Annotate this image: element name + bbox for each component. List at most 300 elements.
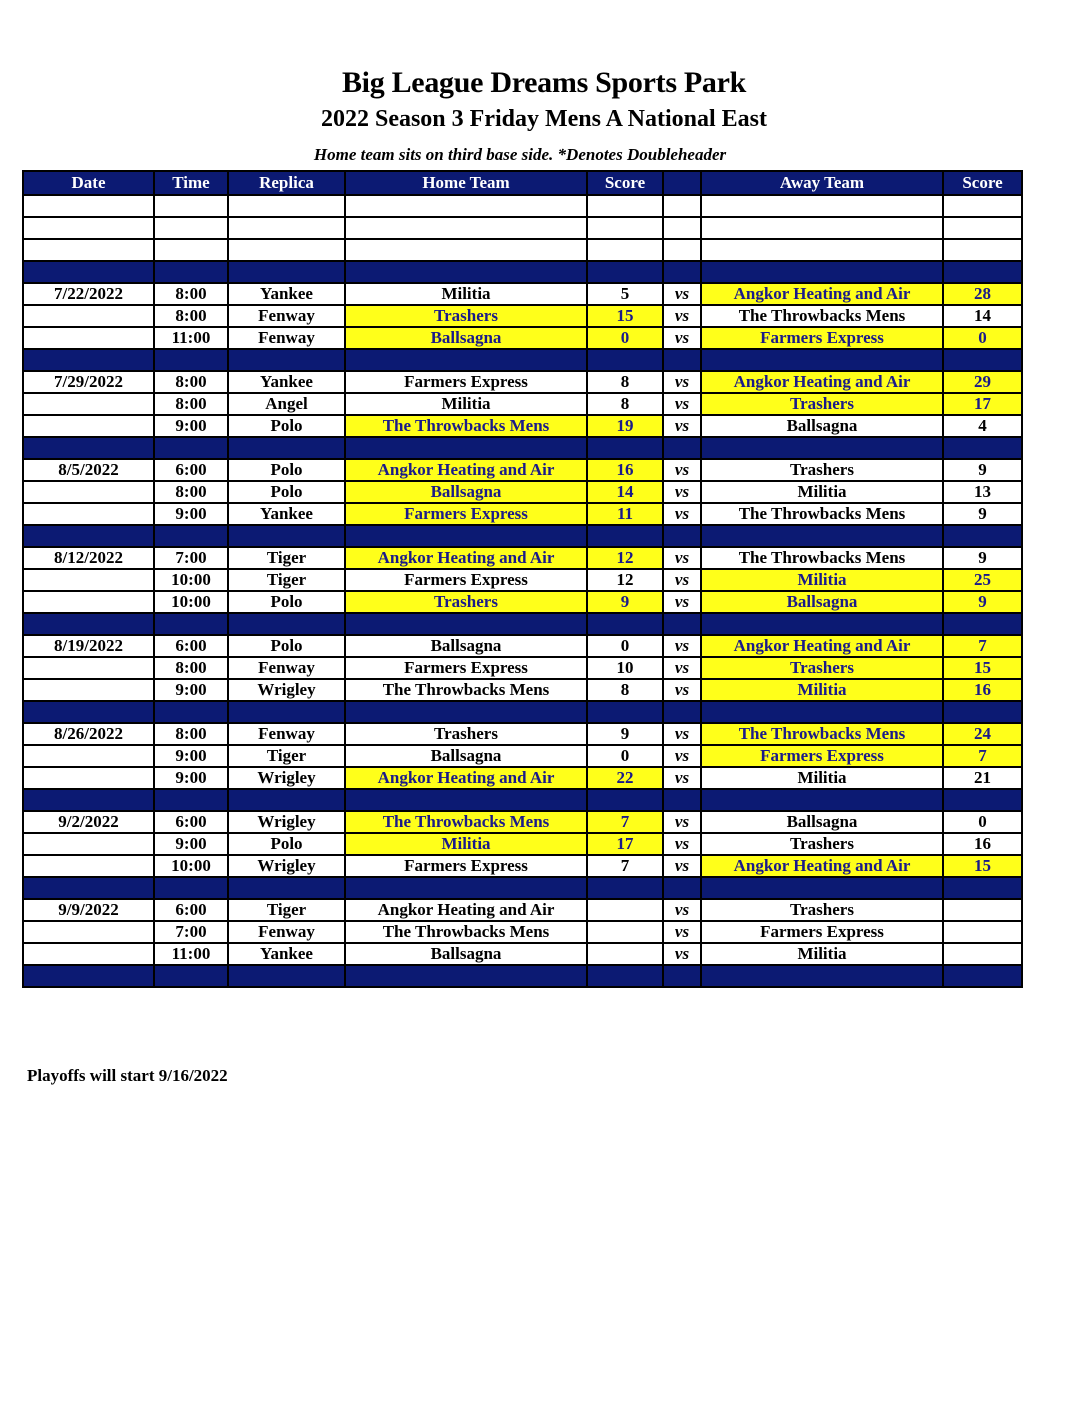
game-date	[23, 767, 154, 789]
game-row	[23, 283, 1022, 305]
blank-cell	[23, 239, 154, 261]
separator-row	[23, 437, 1022, 459]
away-score: 21	[943, 767, 1022, 789]
separator-cell	[587, 525, 663, 547]
column-header-away-team: Away Team	[701, 171, 943, 195]
home-score: 22	[587, 767, 663, 789]
game-replica: Wrigley	[228, 767, 345, 789]
game-date: 9/9/2022	[23, 899, 154, 921]
separator-cell	[587, 437, 663, 459]
home-team: Militia	[345, 833, 587, 855]
schedule-table	[22, 170, 1023, 988]
game-time: 10:00	[154, 855, 228, 877]
vs-label: vs	[663, 591, 701, 613]
separator-row	[23, 349, 1022, 371]
game-date: 8/12/2022	[23, 547, 154, 569]
game-date	[23, 943, 154, 965]
home-score: 8	[587, 371, 663, 393]
game-date	[23, 327, 154, 349]
game-time: 7:00	[154, 547, 228, 569]
home-score: 11	[587, 503, 663, 525]
away-score: 13	[943, 481, 1022, 503]
home-team: Trashers	[345, 723, 587, 745]
separator-cell	[345, 965, 587, 987]
away-score	[943, 943, 1022, 965]
game-row	[23, 547, 1022, 569]
blank-cell	[663, 239, 701, 261]
home-team: Angkor Heating and Air	[345, 459, 587, 481]
separator-row	[23, 965, 1022, 987]
game-date	[23, 305, 154, 327]
game-replica: Angel	[228, 393, 345, 415]
blank-cell	[587, 195, 663, 217]
separator-cell	[345, 877, 587, 899]
home-score: 5	[587, 283, 663, 305]
vs-label: vs	[663, 283, 701, 305]
separator-cell	[23, 349, 154, 371]
separator-cell	[663, 349, 701, 371]
separator-cell	[943, 877, 1022, 899]
game-replica: Wrigley	[228, 811, 345, 833]
game-row	[23, 393, 1022, 415]
game-replica: Polo	[228, 415, 345, 437]
game-replica: Fenway	[228, 921, 345, 943]
game-row	[23, 723, 1022, 745]
separator-cell	[345, 349, 587, 371]
vs-label: vs	[663, 921, 701, 943]
game-time: 6:00	[154, 899, 228, 921]
separator-cell	[154, 965, 228, 987]
game-replica: Polo	[228, 459, 345, 481]
separator-cell	[663, 701, 701, 723]
home-team: Militia	[345, 283, 587, 305]
away-score: 0	[943, 811, 1022, 833]
separator-cell	[663, 789, 701, 811]
separator-cell	[23, 261, 154, 283]
away-score: 7	[943, 745, 1022, 767]
separator-cell	[663, 525, 701, 547]
game-replica: Polo	[228, 591, 345, 613]
schedule-body	[23, 195, 1022, 987]
separator-cell	[154, 261, 228, 283]
blank-cell	[943, 239, 1022, 261]
separator-cell	[943, 437, 1022, 459]
separator-row	[23, 525, 1022, 547]
game-time: 6:00	[154, 459, 228, 481]
vs-label: vs	[663, 371, 701, 393]
home-score	[587, 899, 663, 921]
away-score: 15	[943, 657, 1022, 679]
blank-cell	[228, 195, 345, 217]
game-time: 8:00	[154, 371, 228, 393]
game-date	[23, 855, 154, 877]
vs-label: vs	[663, 833, 701, 855]
game-time: 10:00	[154, 569, 228, 591]
blank-cell	[587, 217, 663, 239]
separator-cell	[23, 437, 154, 459]
away-team: Trashers	[701, 899, 943, 921]
away-score: 4	[943, 415, 1022, 437]
home-team: Angkor Heating and Air	[345, 767, 587, 789]
away-score: 14	[943, 305, 1022, 327]
vs-label: vs	[663, 899, 701, 921]
home-team: Ballsagna	[345, 327, 587, 349]
separator-cell	[701, 789, 943, 811]
game-row	[23, 943, 1022, 965]
separator-cell	[701, 613, 943, 635]
game-row	[23, 657, 1022, 679]
blank-cell	[663, 217, 701, 239]
separator-cell	[587, 613, 663, 635]
game-replica: Tiger	[228, 899, 345, 921]
away-score: 25	[943, 569, 1022, 591]
game-row	[23, 591, 1022, 613]
separator-cell	[663, 877, 701, 899]
separator-cell	[154, 789, 228, 811]
game-time: 9:00	[154, 745, 228, 767]
blank-cell	[345, 239, 587, 261]
separator-cell	[23, 701, 154, 723]
away-team: Angkor Heating and Air	[701, 371, 943, 393]
away-team: Farmers Express	[701, 327, 943, 349]
away-score	[943, 899, 1022, 921]
separator-cell	[587, 877, 663, 899]
separator-cell	[23, 965, 154, 987]
blank-cell	[943, 195, 1022, 217]
vs-label: vs	[663, 503, 701, 525]
game-row	[23, 811, 1022, 833]
separator-cell	[663, 437, 701, 459]
column-header-home-score: Score	[587, 171, 663, 195]
home-score: 0	[587, 635, 663, 657]
home-score: 12	[587, 569, 663, 591]
away-score: 0	[943, 327, 1022, 349]
blank-cell	[345, 217, 587, 239]
game-row	[23, 899, 1022, 921]
home-team: Farmers Express	[345, 503, 587, 525]
game-row	[23, 921, 1022, 943]
game-row	[23, 481, 1022, 503]
home-score: 17	[587, 833, 663, 855]
separator-cell	[701, 877, 943, 899]
game-date	[23, 503, 154, 525]
separator-cell	[701, 525, 943, 547]
separator-cell	[701, 349, 943, 371]
home-team: Ballsagna	[345, 745, 587, 767]
blank-cell	[701, 217, 943, 239]
separator-cell	[345, 437, 587, 459]
separator-row	[23, 701, 1022, 723]
game-replica: Polo	[228, 833, 345, 855]
away-team: The Throwbacks Mens	[701, 305, 943, 327]
separator-cell	[154, 349, 228, 371]
separator-cell	[943, 965, 1022, 987]
away-score: 9	[943, 547, 1022, 569]
blank-cell	[701, 195, 943, 217]
game-date: 8/19/2022	[23, 635, 154, 657]
away-team: Ballsagna	[701, 591, 943, 613]
vs-label: vs	[663, 305, 701, 327]
home-team: Militia	[345, 393, 587, 415]
game-replica: Polo	[228, 481, 345, 503]
game-row	[23, 371, 1022, 393]
vs-label: vs	[663, 855, 701, 877]
home-score: 15	[587, 305, 663, 327]
separator-cell	[943, 525, 1022, 547]
separator-cell	[587, 349, 663, 371]
game-row	[23, 635, 1022, 657]
away-score: 9	[943, 591, 1022, 613]
away-score: 29	[943, 371, 1022, 393]
game-time: 6:00	[154, 635, 228, 657]
blank-cell	[587, 239, 663, 261]
game-time: 9:00	[154, 679, 228, 701]
home-team: The Throwbacks Mens	[345, 921, 587, 943]
away-team: Ballsagna	[701, 415, 943, 437]
game-date: 7/22/2022	[23, 283, 154, 305]
game-date	[23, 745, 154, 767]
home-score: 10	[587, 657, 663, 679]
column-header-time: Time	[154, 171, 228, 195]
away-score: 24	[943, 723, 1022, 745]
home-score: 8	[587, 679, 663, 701]
vs-label: vs	[663, 569, 701, 591]
vs-label: vs	[663, 943, 701, 965]
separator-cell	[943, 613, 1022, 635]
table-header-row	[23, 171, 1022, 195]
game-date: 8/26/2022	[23, 723, 154, 745]
away-team: Trashers	[701, 393, 943, 415]
game-date: 7/29/2022	[23, 371, 154, 393]
game-time: 8:00	[154, 393, 228, 415]
away-team: Angkor Heating and Air	[701, 635, 943, 657]
game-replica: Fenway	[228, 657, 345, 679]
separator-cell	[663, 965, 701, 987]
separator-cell	[23, 877, 154, 899]
home-score: 9	[587, 723, 663, 745]
separator-cell	[228, 613, 345, 635]
vs-label: vs	[663, 481, 701, 503]
game-time: 8:00	[154, 305, 228, 327]
separator-cell	[345, 525, 587, 547]
blank-cell	[23, 195, 154, 217]
away-score: 15	[943, 855, 1022, 877]
column-header-date: Date	[23, 171, 154, 195]
column-header-replica: Replica	[228, 171, 345, 195]
away-team: Angkor Heating and Air	[701, 855, 943, 877]
blank-cell	[154, 239, 228, 261]
game-date	[23, 393, 154, 415]
away-team: Militia	[701, 679, 943, 701]
vs-label: vs	[663, 679, 701, 701]
away-team: Ballsagna	[701, 811, 943, 833]
separator-cell	[228, 877, 345, 899]
game-date: 8/5/2022	[23, 459, 154, 481]
game-date	[23, 591, 154, 613]
separator-cell	[663, 261, 701, 283]
game-row	[23, 327, 1022, 349]
blank-cell	[154, 195, 228, 217]
away-team: Militia	[701, 943, 943, 965]
home-team: Trashers	[345, 305, 587, 327]
away-team: Trashers	[701, 657, 943, 679]
away-team: Trashers	[701, 459, 943, 481]
away-score: 7	[943, 635, 1022, 657]
away-score: 17	[943, 393, 1022, 415]
game-time: 6:00	[154, 811, 228, 833]
home-team: Trashers	[345, 591, 587, 613]
vs-label: vs	[663, 723, 701, 745]
blank-cell	[943, 217, 1022, 239]
game-time: 7:00	[154, 921, 228, 943]
separator-cell	[154, 525, 228, 547]
separator-cell	[587, 965, 663, 987]
separator-cell	[345, 701, 587, 723]
schedule-note: Home team sits on third base side. *Denotes Doubleheader	[313, 145, 727, 164]
game-date	[23, 415, 154, 437]
game-row	[23, 855, 1022, 877]
game-date	[23, 921, 154, 943]
vs-label: vs	[663, 415, 701, 437]
separator-cell	[943, 349, 1022, 371]
blank-row	[23, 195, 1022, 217]
home-score: 14	[587, 481, 663, 503]
home-score: 0	[587, 745, 663, 767]
blank-cell	[228, 217, 345, 239]
away-team: The Throwbacks Mens	[701, 723, 943, 745]
game-time: 9:00	[154, 503, 228, 525]
separator-cell	[587, 701, 663, 723]
home-team: The Throwbacks Mens	[345, 679, 587, 701]
away-team: Trashers	[701, 833, 943, 855]
vs-label: vs	[663, 767, 701, 789]
page-title: Big League Dreams Sports Park	[341, 66, 747, 99]
game-time: 8:00	[154, 283, 228, 305]
blank-row	[23, 217, 1022, 239]
away-team: Farmers Express	[701, 921, 943, 943]
separator-cell	[154, 437, 228, 459]
separator-cell	[23, 525, 154, 547]
separator-cell	[23, 613, 154, 635]
separator-cell	[587, 789, 663, 811]
separator-cell	[228, 437, 345, 459]
home-score: 19	[587, 415, 663, 437]
game-row	[23, 767, 1022, 789]
home-score: 9	[587, 591, 663, 613]
home-team: Farmers Express	[345, 657, 587, 679]
away-score: 28	[943, 283, 1022, 305]
game-time: 11:00	[154, 327, 228, 349]
game-date: 9/2/2022	[23, 811, 154, 833]
away-team: The Throwbacks Mens	[701, 547, 943, 569]
vs-label: vs	[663, 547, 701, 569]
separator-cell	[23, 789, 154, 811]
column-header-vs	[663, 171, 701, 195]
game-time: 11:00	[154, 943, 228, 965]
home-team: Angkor Heating and Air	[345, 547, 587, 569]
game-date	[23, 569, 154, 591]
game-row	[23, 305, 1022, 327]
game-time: 8:00	[154, 723, 228, 745]
game-row	[23, 833, 1022, 855]
home-team: Farmers Express	[345, 569, 587, 591]
separator-cell	[701, 965, 943, 987]
away-score: 16	[943, 679, 1022, 701]
separator-cell	[943, 789, 1022, 811]
home-score	[587, 943, 663, 965]
game-time: 10:00	[154, 591, 228, 613]
separator-cell	[228, 789, 345, 811]
separator-cell	[701, 437, 943, 459]
game-time: 9:00	[154, 833, 228, 855]
separator-cell	[228, 701, 345, 723]
column-header-away-score: Score	[943, 171, 1022, 195]
separator-cell	[587, 261, 663, 283]
separator-cell	[228, 525, 345, 547]
separator-row	[23, 613, 1022, 635]
game-time: 9:00	[154, 415, 228, 437]
vs-label: vs	[663, 393, 701, 415]
game-replica: Yankee	[228, 371, 345, 393]
column-header-home-team: Home Team	[345, 171, 587, 195]
separator-cell	[228, 349, 345, 371]
page-subtitle: 2022 Season 3 Friday Mens A National East	[320, 106, 768, 132]
game-row	[23, 745, 1022, 767]
game-replica: Fenway	[228, 327, 345, 349]
blank-cell	[663, 195, 701, 217]
game-row	[23, 503, 1022, 525]
home-score: 8	[587, 393, 663, 415]
away-team: Militia	[701, 767, 943, 789]
separator-cell	[701, 261, 943, 283]
playoffs-note: Playoffs will start 9/16/2022	[27, 1066, 228, 1085]
game-row	[23, 679, 1022, 701]
home-score: 16	[587, 459, 663, 481]
home-team: Farmers Express	[345, 371, 587, 393]
vs-label: vs	[663, 327, 701, 349]
home-team: Angkor Heating and Air	[345, 899, 587, 921]
home-score: 7	[587, 811, 663, 833]
home-team: The Throwbacks Mens	[345, 811, 587, 833]
game-replica: Yankee	[228, 283, 345, 305]
away-score	[943, 921, 1022, 943]
vs-label: vs	[663, 811, 701, 833]
home-team: The Throwbacks Mens	[345, 415, 587, 437]
game-date	[23, 679, 154, 701]
separator-cell	[154, 701, 228, 723]
away-team: Militia	[701, 481, 943, 503]
separator-cell	[663, 613, 701, 635]
separator-row	[23, 261, 1022, 283]
game-date	[23, 481, 154, 503]
game-replica: Yankee	[228, 943, 345, 965]
game-replica: Wrigley	[228, 679, 345, 701]
blank-cell	[345, 195, 587, 217]
game-time: 8:00	[154, 481, 228, 503]
game-replica: Tiger	[228, 569, 345, 591]
separator-cell	[228, 261, 345, 283]
separator-cell	[943, 701, 1022, 723]
game-replica: Fenway	[228, 305, 345, 327]
away-score: 9	[943, 459, 1022, 481]
home-team: Ballsagna	[345, 943, 587, 965]
game-replica: Fenway	[228, 723, 345, 745]
separator-cell	[345, 613, 587, 635]
separator-row	[23, 877, 1022, 899]
home-team: Farmers Express	[345, 855, 587, 877]
away-score: 9	[943, 503, 1022, 525]
game-replica: Yankee	[228, 503, 345, 525]
